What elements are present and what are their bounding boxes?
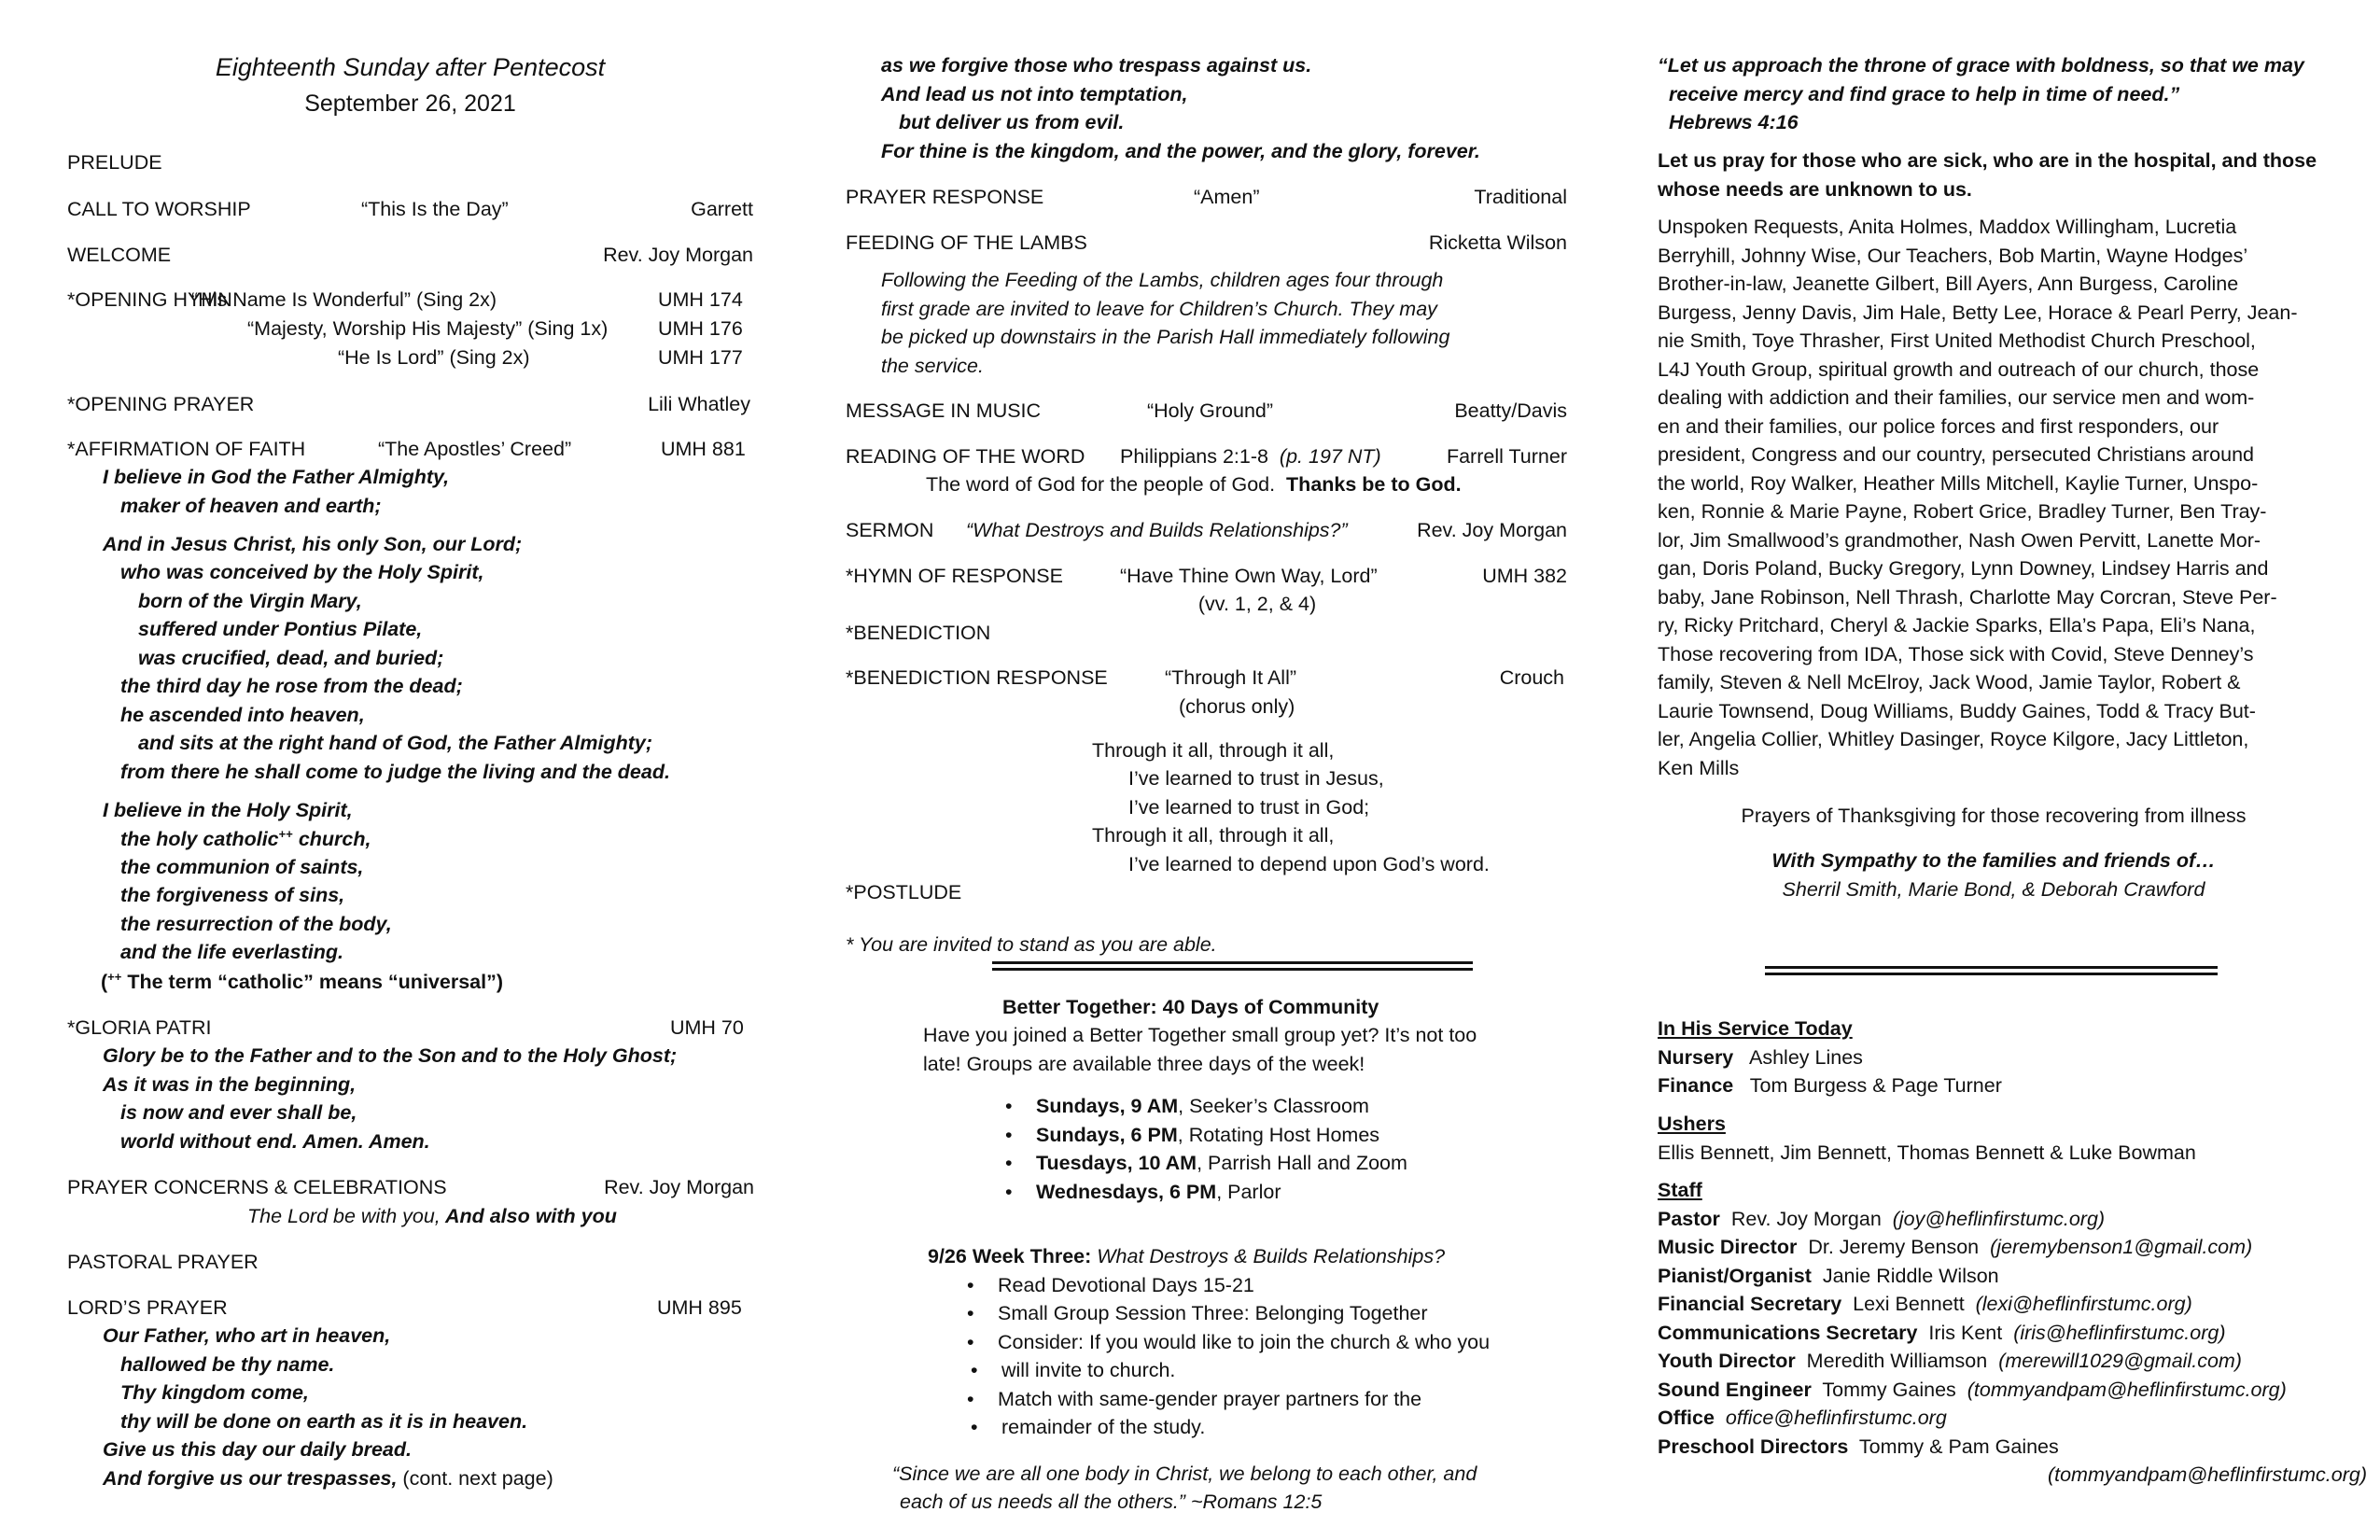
gloria-ref: UMH 70 — [670, 1016, 744, 1039]
prayer-list-line: dealing with addiction and their families, our service men and wom- — [1658, 386, 2255, 409]
benediction-response-sub: (chorus only) — [1179, 695, 1295, 718]
prayer-concerns-label: PRAYER CONCERNS & CELEBRATIONS — [67, 1176, 447, 1198]
group-schedule-item — [1036, 1152, 1407, 1175]
affirmation-ref: UMH 881 — [661, 438, 746, 460]
week-title: What Destroys & Builds Relationships? — [1091, 1245, 1446, 1267]
feeding-note-line: the service. — [881, 355, 984, 377]
staff-name: Dr. Jeremy Benson — [1808, 1236, 1980, 1258]
staff-row — [1658, 1293, 2192, 1317]
nursery-row — [1658, 1046, 1863, 1071]
week-item-continued — [1001, 1359, 1175, 1382]
reading-scripture — [1120, 445, 1381, 469]
creed-line: the resurrection of the body, — [120, 913, 392, 935]
creed-line: church, — [298, 828, 371, 851]
staff-row — [1658, 1350, 2242, 1374]
staff-email: (jeremybenson1@gmail.com) — [1990, 1236, 2253, 1258]
benediction-response-title: “Through It All” — [1165, 666, 1296, 689]
group-place: , Seeker’s Classroom — [1178, 1095, 1369, 1117]
prayer-concerns-leader: Rev. Joy Morgan — [604, 1176, 754, 1198]
staff-email: (joy@heflinfirstumc.org) — [1892, 1208, 2106, 1230]
romans-quote: each of us needs all the others.” ~Romans 12:5 — [900, 1491, 1323, 1513]
prayer-concerns-response — [247, 1205, 617, 1229]
staff-name: Rev. Joy Morgan — [1730, 1208, 1882, 1230]
lords-prayer-line: hallowed be thy name. — [120, 1353, 335, 1376]
sympathy-names: Sherril Smith, Marie Bond, & Deborah Crawford — [1782, 878, 2205, 901]
staff-role: Pastor — [1658, 1208, 1720, 1230]
staff-row — [1658, 1236, 2252, 1260]
staff-email: (iris@heflinfirstumc.org) — [2013, 1322, 2226, 1344]
prayer-response-source: Traditional — [1474, 186, 1567, 208]
staff-name: Janie Riddle Wilson — [1822, 1265, 1999, 1287]
creed-line: the third day he rose from the dead; — [120, 675, 463, 697]
sermon-title: “What Destroys and Builds Relationships?” — [966, 519, 1348, 541]
feeding-note-line: be picked up downstairs in the Parish Hall immediately following — [881, 326, 1450, 348]
response-leader: The word of God for the people of God. — [926, 473, 1276, 496]
prayer-list-line: president, Congress and our country, persecuted Christians around — [1658, 443, 2254, 466]
group-day: Wednesdays, 6 PM — [1036, 1181, 1217, 1203]
lords-prayer-cont-line: For thine is the kingdom, and the power, and the glory, forever. — [881, 140, 1480, 162]
creed-line-catholic — [120, 827, 371, 852]
gloria-line: Glory be to the Father and to the Son and to the Holy Ghost; — [103, 1044, 678, 1067]
response-people: Thanks be to God. — [1286, 473, 1462, 496]
response-people: And also with you — [440, 1205, 617, 1227]
prayer-list-line: nie Smith, Toye Thrasher, First United Methodist Church Preschool, — [1658, 329, 2256, 352]
lords-prayer-line: And forgive us our trespasses, — [103, 1467, 398, 1490]
catholic-footnote-mark: ++ — [278, 827, 293, 841]
reading-page: (p. 197 NT) — [1279, 445, 1381, 468]
better-together-title: Better Together: 40 Days of Community — [1002, 996, 1379, 1018]
prayer-response-label: PRAYER RESPONSE — [846, 186, 1044, 208]
feeding-leader: Ricketta Wilson — [1428, 231, 1567, 254]
hebrews-verse: “Let us approach the throne of grace with boldness, so that we may — [1658, 54, 2304, 77]
opening-hymn-label: *OPENING HYMN — [67, 288, 232, 311]
lords-prayer-line: thy will be done on earth as it is in heaven. — [120, 1410, 528, 1433]
lords-prayer-ref: UMH 895 — [657, 1296, 742, 1319]
footnote-text: The term “catholic” means “universal”) — [127, 971, 503, 994]
prayer-list-line: lor, Jim Smallwood’s grandmother, Nash Owen Pervitt, Lanette Mor- — [1658, 529, 2261, 552]
week-label: 9/26 Week Three: — [928, 1245, 1092, 1267]
hymn-response-verses: (vv. 1, 2, & 4) — [1197, 593, 1317, 615]
chorus-line: I’ve learned to trust in Jesus, — [1128, 767, 1384, 790]
prayer-list-line: en and their families, our police forces and first responders, our — [1658, 415, 2219, 438]
catholic-footnote-mark: ++ — [107, 970, 122, 984]
staff-role: Pianist/Organist — [1658, 1265, 1812, 1287]
creed-line: the holy catholic — [120, 828, 279, 851]
benediction-response-label: *BENEDICTION RESPONSE — [846, 666, 1108, 689]
staff-email: (lexi@heflinfirstumc.org) — [1975, 1293, 2192, 1315]
lords-prayer-line: Give us this day our daily bread. — [103, 1438, 412, 1461]
ushers-names: Ellis Bennett, Jim Bennett, Thomas Bennett & Luke Bowman — [1658, 1141, 2196, 1164]
opening-prayer-label: *OPENING PRAYER — [67, 393, 255, 415]
message-music-composer: Beatty/Davis — [1454, 399, 1567, 422]
prayer-list-line: Laurie Townsend, Doug Williams, Buddy Gaines, Todd & Tracy But- — [1658, 700, 2256, 722]
response-leader: The Lord be with you, — [247, 1205, 441, 1227]
role-name: Tom Burgess & Page Turner — [1749, 1074, 2002, 1097]
call-to-worship-title: “This Is the Day” — [361, 198, 509, 220]
stand-note: * You are invited to stand as you are able. — [846, 933, 1217, 956]
section-divider — [992, 961, 1473, 971]
prayer-list-line: baby, Jane Robinson, Nell Thrash, Charlotte May Corcran, Steve Per- — [1658, 586, 2277, 609]
staff-email: office@heflinfirstumc.org — [1725, 1407, 1947, 1429]
catholic-footnote — [101, 970, 503, 995]
staff-role: Sound Engineer — [1658, 1379, 1812, 1401]
creed-line: the forgiveness of sins, — [120, 884, 345, 906]
better-together-intro-line: late! Groups are available three days of the week! — [923, 1053, 1365, 1075]
ushers-heading: Ushers — [1658, 1113, 1726, 1135]
lords-prayer-cont-line: as we forgive those who trespass against us. — [881, 54, 1312, 77]
service-today-heading: In His Service Today — [1658, 1017, 1853, 1040]
creed-line: and sits at the right hand of God, the Father Almighty; — [138, 732, 653, 754]
week-item-text: will invite to church. — [1001, 1359, 1176, 1381]
week-item: • Read Devotional Days 15-21 — [998, 1274, 1254, 1297]
staff-row — [1658, 1435, 2059, 1460]
lords-prayer-cont-line: And lead us not into temptation, — [881, 83, 1188, 105]
role-label: Finance — [1658, 1074, 1734, 1097]
staff-row — [1658, 1407, 1947, 1431]
staff-row — [1658, 1265, 1999, 1289]
group-place: , Parlor — [1216, 1181, 1281, 1203]
staff-email: (tommyandpam@heflinfirstumc.org) — [1967, 1379, 2287, 1401]
prayer-response-title: “Amen” — [1194, 186, 1260, 208]
finance-row — [1658, 1074, 2002, 1099]
lords-prayer-last-line — [103, 1467, 553, 1491]
section-divider — [1765, 966, 2218, 975]
pastoral-prayer-label: PASTORAL PRAYER — [67, 1251, 259, 1273]
prayer-list-line: gan, Doris Poland, Bucky Gregory, Lynn Downey, Lindsey Harris and — [1658, 557, 2269, 580]
message-music-title: “Holy Ground” — [1147, 399, 1274, 422]
creed-line: I believe in God the Father Almighty, — [103, 466, 450, 488]
week-item: • Match with same-gender prayer partners for the — [998, 1388, 1421, 1411]
romans-quote: “Since we are all one body in Christ, we belong to each other, and — [892, 1463, 1477, 1485]
creed-line: who was conceived by the Holy Spirit, — [120, 561, 484, 583]
hymn-response-title: “Have Thine Own Way, Lord” — [1120, 565, 1378, 587]
week-three-heading — [928, 1245, 1445, 1269]
prayer-list-line: Burgess, Jenny Davis, Jim Hale, Betty Lee, Horace & Pearl Perry, Jean- — [1658, 301, 2298, 324]
prayer-list-line: ry, Ricky Pritchard, Cheryl & Jackie Sparks, Ella’s Papa, Eli’s Nana, — [1658, 614, 2256, 637]
creed-line: I believe in the Holy Spirit, — [103, 799, 353, 821]
hymn-response-ref: UMH 382 — [1482, 565, 1567, 587]
staff-email: (merewill1029@gmail.com) — [1998, 1350, 2242, 1372]
welcome-leader: Rev. Joy Morgan — [603, 244, 753, 266]
prayer-list-line: the world, Roy Walker, Heather Mills Mitchell, Kaylie Turner, Unspo- — [1658, 472, 2259, 495]
opening-hymn-title-1: “His Name Is Wonderful” (Sing 2x) — [191, 288, 497, 311]
lords-prayer-label: LORD’S PRAYER — [67, 1296, 228, 1319]
reading-response — [926, 473, 1462, 497]
staff-role: Communications Secretary — [1658, 1322, 1918, 1344]
service-title: Eighteenth Sunday after Pentecost — [215, 53, 606, 81]
staff-role: Financial Secretary — [1658, 1293, 1842, 1315]
prayer-list-line: Unspoken Requests, Anita Holmes, Maddox Willingham, Lucretia — [1658, 216, 2237, 238]
hymn-response-label: *HYMN OF RESPONSE — [846, 565, 1063, 587]
benediction-label: *BENEDICTION — [846, 622, 991, 644]
opening-hymn-title-2: “Majesty, Worship His Majesty” (Sing 1x) — [247, 317, 609, 340]
staff-role: Preschool Directors — [1658, 1435, 1849, 1458]
staff-name: Tommy & Pam Gaines — [1858, 1435, 2059, 1458]
sermon-label: SERMON — [846, 519, 934, 541]
group-schedule-item — [1036, 1181, 1281, 1204]
gloria-line: world without end. Amen. Amen. — [120, 1130, 430, 1153]
group-day: Sundays, 6 PM — [1036, 1124, 1178, 1146]
creed-line: was crucified, dead, and buried; — [138, 647, 444, 669]
staff-row — [1658, 1379, 2287, 1403]
creed-line: and the life everlasting. — [120, 941, 343, 963]
creed-line: born of the Virgin Mary, — [138, 590, 362, 612]
opening-hymn-ref-2: UMH 176 — [658, 317, 743, 340]
prayer-list-line: ler, Angelia Collier, Whitley Dasinger, Royce Kilgore, Jacy Littleton, — [1658, 728, 2249, 750]
gloria-line: As it was in the beginning, — [103, 1073, 357, 1096]
opening-hymn-title-3: “He Is Lord” (Sing 2x) — [338, 346, 530, 369]
affirmation-title: “The Apostles’ Creed” — [378, 438, 572, 460]
feeding-note-line: Following the Feeding of the Lambs, children ages four through — [881, 269, 1444, 291]
prayer-list-line: Ken Mills — [1658, 757, 1740, 779]
creed-line: maker of heaven and earth; — [120, 495, 382, 517]
lords-prayer-line: Our Father, who art in heaven, — [103, 1324, 391, 1347]
hebrews-verse: receive mercy and find grace to help in time of need.” — [1669, 83, 2180, 105]
week-item: • Small Group Session Three: Belonging Together — [998, 1302, 1428, 1325]
group-day: Sundays, 9 AM — [1036, 1095, 1179, 1117]
opening-hymn-ref-1: UMH 174 — [658, 288, 743, 311]
creed-line: from there he shall come to judge the living and the dead. — [120, 761, 670, 783]
creed-line: And in Jesus Christ, his only Son, our Lord; — [103, 533, 523, 555]
better-together-intro-line: Have you joined a Better Together small group yet? It’s not too — [923, 1024, 1477, 1046]
staff-heading: Staff — [1658, 1179, 1702, 1201]
prayer-list-line: Brother-in-law, Jeanette Gilbert, Bill Ayers, Ann Burgess, Caroline — [1658, 273, 2239, 295]
opening-prayer-leader: Lili Whatley — [648, 393, 750, 415]
prayer-list-line: Those recovering from IDA, Those sick with Covid, Steve Denney’s — [1658, 643, 2254, 665]
prayer-list-line: ken, Ronnie & Marie Payne, Robert Grice, Bradley Turner, Ben Tray- — [1658, 500, 2267, 523]
chorus-line: Through it all, through it all, — [1092, 739, 1335, 762]
preschool-email: (tommyandpam@heflinfirstumc.org) — [2047, 1463, 2367, 1486]
staff-role: Music Director — [1658, 1236, 1798, 1258]
benediction-response-composer: Crouch — [1499, 666, 1564, 689]
footnote-paren: ( — [101, 971, 108, 994]
thanksgiving-line: Prayers of Thanksgiving for those recovering from illness — [1741, 805, 2247, 827]
staff-row — [1658, 1322, 2226, 1346]
prayer-heading: whose needs are unknown to us. — [1658, 178, 1972, 201]
chorus-line: I’ve learned to trust in God; — [1128, 796, 1370, 819]
call-to-worship-label: CALL TO WORSHIP — [67, 198, 251, 220]
week-item-text: remainder of the study. — [1001, 1416, 1206, 1438]
staff-name: Iris Kent — [1928, 1322, 2003, 1344]
prayer-list-line: Berryhill, Johnny Wise, Our Teachers, Bob Martin, Wayne Hodges’ — [1658, 245, 2248, 267]
chorus-line: Through it all, through it all, — [1092, 824, 1335, 847]
gloria-label: *GLORIA PATRI — [67, 1016, 212, 1039]
group-place: , Rotating Host Homes — [1177, 1124, 1380, 1146]
continued-note: (cont. next page) — [397, 1467, 553, 1490]
staff-row — [1658, 1208, 2105, 1232]
staff-role: Youth Director — [1658, 1350, 1796, 1372]
chorus-line: I’ve learned to depend upon God’s word. — [1128, 853, 1490, 875]
lords-prayer-line: Thy kingdom come, — [120, 1381, 309, 1404]
reading-label: READING OF THE WORD — [846, 445, 1085, 468]
feeding-label: FEEDING OF THE LAMBS — [846, 231, 1087, 254]
gloria-line: is now and ever shall be, — [120, 1101, 357, 1124]
week-item-continued — [1001, 1416, 1205, 1439]
call-to-worship-composer: Garrett — [691, 198, 753, 220]
service-date: September 26, 2021 — [304, 91, 516, 117]
staff-name: Lexi Bennett — [1853, 1293, 1965, 1315]
sermon-preacher: Rev. Joy Morgan — [1417, 519, 1567, 541]
prayer-list-line: L4J Youth Group, spiritual growth and outreach of our church, those — [1658, 358, 2260, 381]
prelude-label: PRELUDE — [67, 151, 162, 174]
staff-name: Tommy Gaines — [1822, 1379, 1956, 1401]
lords-prayer-cont-line: but deliver us from evil. — [899, 111, 1125, 133]
opening-hymn-ref-3: UMH 177 — [658, 346, 743, 369]
prayer-list-line: family, Steven & Nell McElroy, Jack Wood, Jamie Taylor, Robert & — [1658, 671, 2241, 693]
hebrews-reference: Hebrews 4:16 — [1669, 111, 1799, 133]
staff-name: Meredith Williamson — [1806, 1350, 1988, 1372]
role-label: Nursery — [1658, 1046, 1734, 1069]
prayer-heading: Let us pray for those who are sick, who are in the hospital, and those — [1658, 149, 2317, 172]
group-place: , Parrish Hall and Zoom — [1197, 1152, 1407, 1174]
group-schedule-item — [1036, 1095, 1369, 1118]
affirmation-label: *AFFIRMATION OF FAITH — [67, 438, 306, 460]
feeding-note-line: first grade are invited to leave for Children’s Church. They may — [881, 298, 1437, 320]
week-item: • Consider: If you would like to join the church & who you — [998, 1331, 1490, 1354]
group-day: Tuesdays, 10 AM — [1036, 1152, 1197, 1174]
sympathy-title: With Sympathy to the families and friends of… — [1771, 849, 2216, 872]
welcome-label: WELCOME — [67, 244, 172, 266]
creed-line: the communion of saints, — [120, 856, 364, 878]
reading-title: Philippians 2:1-8 — [1120, 445, 1268, 468]
creed-line: suffered under Pontius Pilate, — [138, 618, 423, 640]
staff-role: Office — [1658, 1407, 1715, 1429]
postlude-label: *POSTLUDE — [846, 881, 962, 903]
message-music-label: MESSAGE IN MUSIC — [846, 399, 1042, 422]
role-name: Ashley Lines — [1749, 1046, 1863, 1069]
group-schedule-item — [1036, 1124, 1379, 1147]
creed-line: he ascended into heaven, — [120, 704, 365, 726]
reading-reader: Farrell Turner — [1446, 445, 1567, 468]
